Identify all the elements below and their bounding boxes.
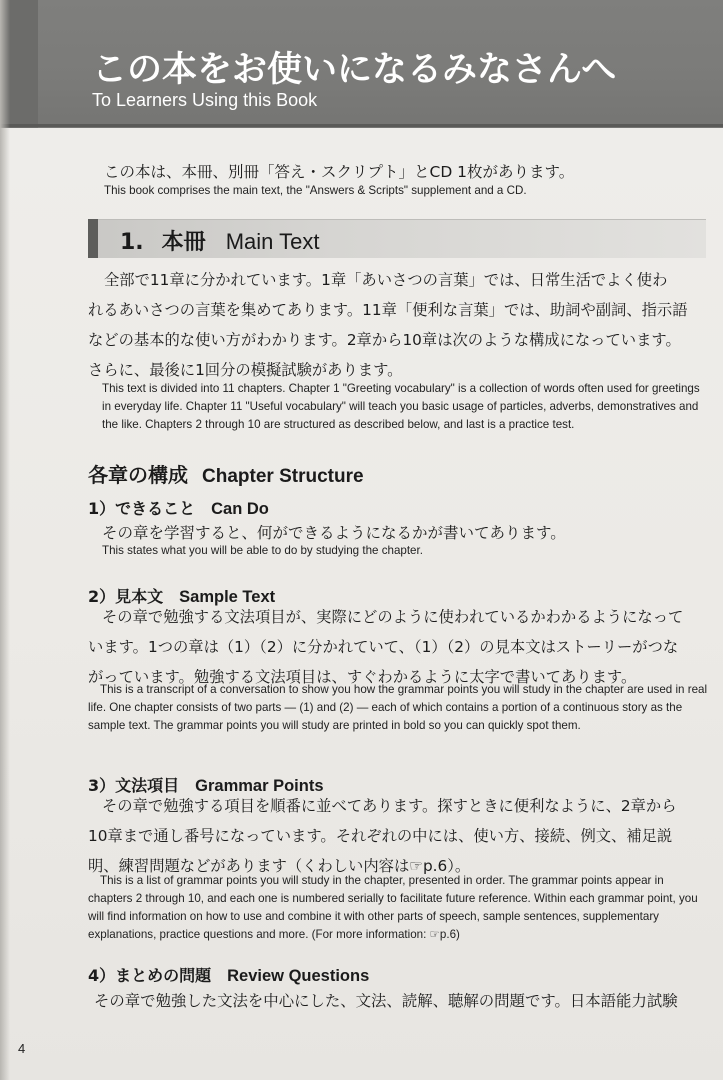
paragraph-line: 明、練習問題などがあります（くわしい内容は☞p.6）。	[88, 857, 471, 875]
item-label-en: Sample Text	[179, 588, 276, 606]
paragraph-line: います。1つの章は（1）（2）に分かれていて、（1）（2）の見本文はストーリーがつな	[88, 638, 679, 656]
section-number: 1.	[120, 230, 144, 255]
item-jp-paragraph	[88, 791, 714, 881]
item-heading-can-do	[88, 496, 269, 519]
item-en-paragraph: This is a transcript of a conversation to show you how the grammar points you will study in the chapter are used in real life. One chapter consists of two parts — (1) and (2) — each of which contains a portion of a continuous story as the sample text. The grammar points you will study are printed in bold so you can quickly spot them.	[88, 683, 708, 732]
item-heading-review-questions	[88, 963, 369, 986]
intro-en: This book comprises the main text, the "Answers & Scripts" supplement and a CD.	[104, 184, 527, 197]
section-title-en: Main Text	[225, 229, 320, 254]
chapter-structure-heading	[88, 459, 364, 488]
section1-en-paragraph: This text is divided into 11 chapters. Chapter 1 "Greeting vocabulary" is a collection of words often used for greetings in everyday life. Chapter 11 "Useful vocabulary" will teach you basic usage of particles, adverbs, demonstratives and the like. Chapters 2 through 10 are structured as described below, and last is a practice test.	[102, 382, 700, 431]
header-rule	[0, 124, 723, 127]
item-label-en: Grammar Points	[195, 777, 324, 795]
header-accent-strip	[0, 0, 38, 128]
paragraph-line: がっています。勉強する文法項目は、すぐわかるように太字で書いてあります。	[88, 668, 637, 686]
page-subtitle: To Learners Using this Book	[92, 90, 318, 110]
item-label-jp: 4）まとめの問題	[88, 966, 212, 985]
paragraph-line: 全部で11章に分かれています。1章「あいさつの言葉」では、日常生活でよく使わ	[104, 271, 668, 289]
item-label-jp: 3）文法項目	[88, 776, 180, 795]
paragraph-line: その章で勉強する文法項目が、実際にどのように使われているかわかるようになって	[102, 608, 684, 626]
item-en-paragraph: This is a list of grammar points you will study in the chapter, presented in order. The grammar points appear in chapters 2 through 10, and each one is numbered serially to facilitate future reference. Within each grammar point, you will find information on how to use and combine it with other parts of speech, sample sentences, supplementary explanations, practice questions and more. (For more information: ☞p.6)	[88, 874, 698, 941]
intro-jp: この本は、本冊、別冊「答え・スクリプト」とCD 1枚があります。	[104, 163, 575, 181]
item-label-en: Can Do	[211, 500, 269, 518]
paragraph-line: その章で勉強する項目を順番に並べてあります。探すときに便利なように、2章から	[102, 797, 677, 815]
paragraph-line: などの基本的な使い方がわかります。2章から10章は次のような構成になっています。	[88, 331, 681, 349]
item-jp-paragraph	[88, 602, 714, 692]
section-heading-accent	[88, 219, 98, 258]
item-label-jp: 1）できること	[88, 499, 196, 518]
chapter-structure-title-en: Chapter Structure	[202, 466, 364, 487]
paragraph-line: さらに、最後に1回分の模擬試験があります。	[88, 361, 403, 379]
item-label-jp: 2）見本文	[88, 587, 164, 606]
paragraph-line: れるあいさつの言葉を集めてあります。11章「便利な言葉」では、助詞や副詞、指示語	[88, 301, 688, 319]
item-jp-text: その章を学習すると、何ができるようになるかが書いてあります。	[102, 524, 566, 542]
page-number: 4	[18, 1041, 26, 1056]
section-title-jp: 本冊	[161, 230, 206, 255]
chapter-structure-title-jp: 各章の構成	[88, 463, 188, 487]
item-jp-text: その章で勉強した文法を中心にした、文法、読解、聴解の問題です。日本語能力試験	[94, 992, 678, 1010]
paragraph-line: 10章まで通し番号になっています。それぞれの中には、使い方、接続、例文、補足説	[88, 827, 673, 845]
page-title: この本をお使いになるみなさんへ	[92, 50, 617, 90]
section1-jp-paragraph	[88, 265, 712, 385]
item-en-text: This states what you will be able to do by studying the chapter.	[102, 544, 423, 557]
section-heading	[120, 225, 319, 256]
item-label-en: Review Questions	[227, 967, 370, 985]
